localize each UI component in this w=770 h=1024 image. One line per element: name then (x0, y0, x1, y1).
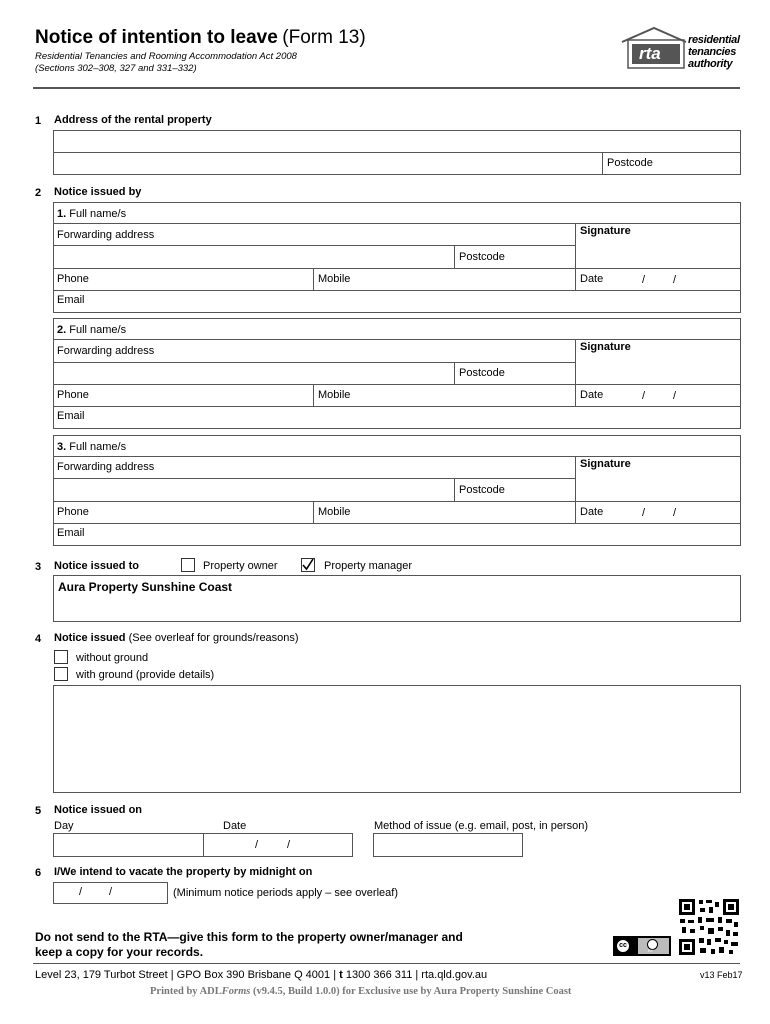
property-manager-checkbox[interactable] (301, 558, 315, 572)
issuer-2-col-divider (575, 339, 576, 406)
minimum-notice-note: (Minimum notice periods apply – see overleaf) (173, 887, 398, 899)
issue-method-field[interactable] (373, 833, 523, 857)
issuer-2-index: 2. (57, 324, 67, 336)
issuer-2-row-divider (53, 339, 741, 340)
issuer-2-phone-label: Phone (57, 389, 89, 401)
property-owner-label: Property owner (203, 560, 278, 572)
issue-day-label: Day (54, 820, 74, 832)
issuer-1-row-divider (53, 223, 741, 224)
issuer-1-index: 1. (57, 208, 67, 220)
with-ground-checkbox[interactable] (54, 667, 68, 681)
rta-logo-abbrev: rta (639, 44, 661, 63)
section3-heading: Notice issued to (54, 560, 139, 572)
issuer-3-signature-label: Signature (580, 458, 631, 470)
issuer-1-row-divider (53, 268, 741, 269)
footer-address: Level 23, 179 Turbot Street | GPO Box 390 Brisbane Q 4001 | (35, 969, 340, 981)
issue-method-label: Method of issue (e.g. email, post, in person) (374, 820, 588, 832)
vacate-date-separator: / (109, 886, 113, 898)
checkmark-icon (301, 558, 315, 572)
issuer-2-email-label: Email (57, 410, 85, 422)
issuer-2-postcode-label: Postcode (459, 367, 505, 379)
section4-number: 4 (35, 633, 42, 645)
issuer-3-date-separator: / (673, 507, 677, 519)
issuer-1-row-divider (53, 245, 575, 246)
form-title-number: (Form 13) (282, 27, 366, 48)
day-date-divider (203, 833, 204, 857)
issuer-1-postcode-label: Postcode (459, 251, 505, 263)
act-reference: Residential Tenancies and Rooming Accommodation Act 2008 (35, 51, 297, 62)
issuer-1-col-divider (454, 245, 455, 268)
issuer-2-col-divider (313, 384, 314, 406)
issuer-1-col-divider (575, 223, 576, 290)
cc-by-label: BY (648, 948, 654, 953)
section5-number: 5 (35, 805, 42, 817)
issuer-2-date-label: Date (580, 389, 604, 401)
issuer-2-mobile-label: Mobile (318, 389, 351, 401)
footer-phone-website: 1300 366 311 | rta.qld.gov.au (342, 969, 488, 981)
issuer-1-phone-label: Phone (57, 273, 89, 285)
footer-phone-label: t (339, 969, 343, 981)
with-ground-label: with ground (provide details) (76, 669, 215, 681)
section5-heading: Notice issued on (54, 804, 143, 816)
notice-line-1: Do not send to the RTA—give this form to the property owner/manager and (35, 930, 463, 944)
vacate-date-separator: / (79, 886, 83, 898)
section4-heading-bold: Notice issued (54, 632, 126, 644)
issuer-2-col-divider (454, 362, 455, 384)
issuer-3-index: 3. (57, 441, 67, 453)
without-ground-checkbox[interactable] (54, 650, 68, 664)
issuer-3-email-label: Email (57, 527, 85, 539)
issuer-1-date-label: Date (580, 273, 604, 285)
printed-by-line (150, 986, 571, 997)
issuer-3-col-divider (575, 456, 576, 523)
issuer-3-row-divider (53, 456, 741, 457)
issuer-3-col-divider (313, 501, 314, 523)
without-ground-label: without ground (76, 652, 149, 664)
issuer-1-fullname-label[interactable] (57, 208, 126, 220)
issuer-3-forwarding-label: Forwarding address (57, 461, 155, 473)
issuer-1-date-separator: / (673, 274, 677, 286)
section2-number: 2 (35, 187, 42, 199)
recipient-value: Aura Property Sunshine Coast (58, 580, 233, 594)
grounds-details-field[interactable] (53, 685, 741, 793)
issuer-2-fullname-label[interactable] (57, 324, 126, 336)
issuer-3-col-divider (454, 478, 455, 501)
rta-logo-line1: residential (688, 34, 740, 46)
issuer-2-block[interactable] (53, 318, 741, 429)
property-postcode-label: Postcode (607, 157, 653, 169)
issue-date-label: Date (223, 820, 247, 832)
form-title (35, 27, 366, 49)
address-line-divider (53, 152, 741, 153)
issuer-3-fullname-label[interactable] (57, 441, 126, 453)
issuer-2-row-divider (53, 384, 741, 385)
footer-contact (35, 969, 487, 981)
section1-heading: Address of the rental property (54, 114, 212, 126)
section3-number: 3 (35, 561, 42, 573)
issuer-2-row-divider (53, 406, 741, 407)
section1-number: 1 (35, 115, 42, 127)
issuer-2-row-divider (53, 362, 575, 363)
property-manager-label: Property manager (324, 560, 413, 572)
form-title-bold: Notice of intention to leave (35, 27, 278, 48)
issuer-2-signature-label: Signature (580, 341, 631, 353)
section4-heading (54, 632, 299, 644)
printed-by-prefix: Printed by ADL (150, 986, 222, 997)
issuer-1-fullname-text: Full name/s (69, 208, 127, 220)
issue-date-separator: / (287, 839, 291, 851)
issuer-3-date-separator: / (642, 507, 646, 519)
issuer-2-fullname-text: Full name/s (69, 324, 127, 336)
issuer-1-col-divider (313, 268, 314, 290)
qr-code-icon (678, 898, 740, 956)
sections-reference: (Sections 302–308, 327 and 331–332) (35, 63, 197, 74)
issuer-1-block[interactable] (53, 202, 741, 313)
issuer-3-postcode-label: Postcode (459, 484, 505, 496)
section6-heading: I/We intend to vacate the property by midnight on (54, 866, 313, 878)
issuer-2-forwarding-label: Forwarding address (57, 345, 155, 357)
issuer-1-mobile-label: Mobile (318, 273, 351, 285)
section4-heading-note: (See overleaf for grounds/reasons) (128, 632, 299, 644)
creative-commons-badge (613, 936, 671, 956)
header-divider (33, 87, 740, 89)
property-owner-checkbox[interactable] (181, 558, 195, 572)
issuer-1-email-label: Email (57, 294, 85, 306)
issuer-3-phone-label: Phone (57, 506, 89, 518)
section2-heading: Notice issued by (54, 186, 142, 198)
form-version: v13 Feb17 (700, 970, 743, 980)
printed-by-suffix: (v9.4.5, Build 1.0.0) for Exclusive use by Aura Property Sunshine Coast (250, 986, 572, 997)
section6-number: 6 (35, 867, 42, 879)
rta-logo-line2: tenancies (688, 46, 737, 58)
notice-line-2: keep a copy for your records. (35, 945, 204, 959)
issuer-2-date-separator: / (642, 390, 646, 402)
issue-date-separator: / (255, 839, 259, 851)
issuer-3-block[interactable] (53, 435, 741, 546)
printed-by-forms: Forms (221, 986, 251, 997)
issuer-3-row-divider (53, 478, 575, 479)
issuer-3-fullname-text: Full name/s (69, 441, 127, 453)
cc-by-panel (638, 938, 669, 954)
issuer-1-signature-label: Signature (580, 225, 631, 237)
issuer-3-row-divider (53, 501, 741, 502)
issuer-1-forwarding-label: Forwarding address (57, 229, 155, 241)
issuer-3-row-divider (53, 523, 741, 524)
cc-icon: cc (616, 939, 630, 953)
issuer-2-date-separator: / (673, 390, 677, 402)
rta-logo (620, 26, 690, 72)
issuer-1-date-separator: / (642, 274, 646, 286)
issuer-3-mobile-label: Mobile (318, 506, 351, 518)
rta-logo-line3: authority (688, 58, 733, 70)
footer-divider (33, 963, 740, 964)
issuer-3-date-label: Date (580, 506, 604, 518)
postcode-divider (602, 152, 603, 175)
issuer-1-row-divider (53, 290, 741, 291)
